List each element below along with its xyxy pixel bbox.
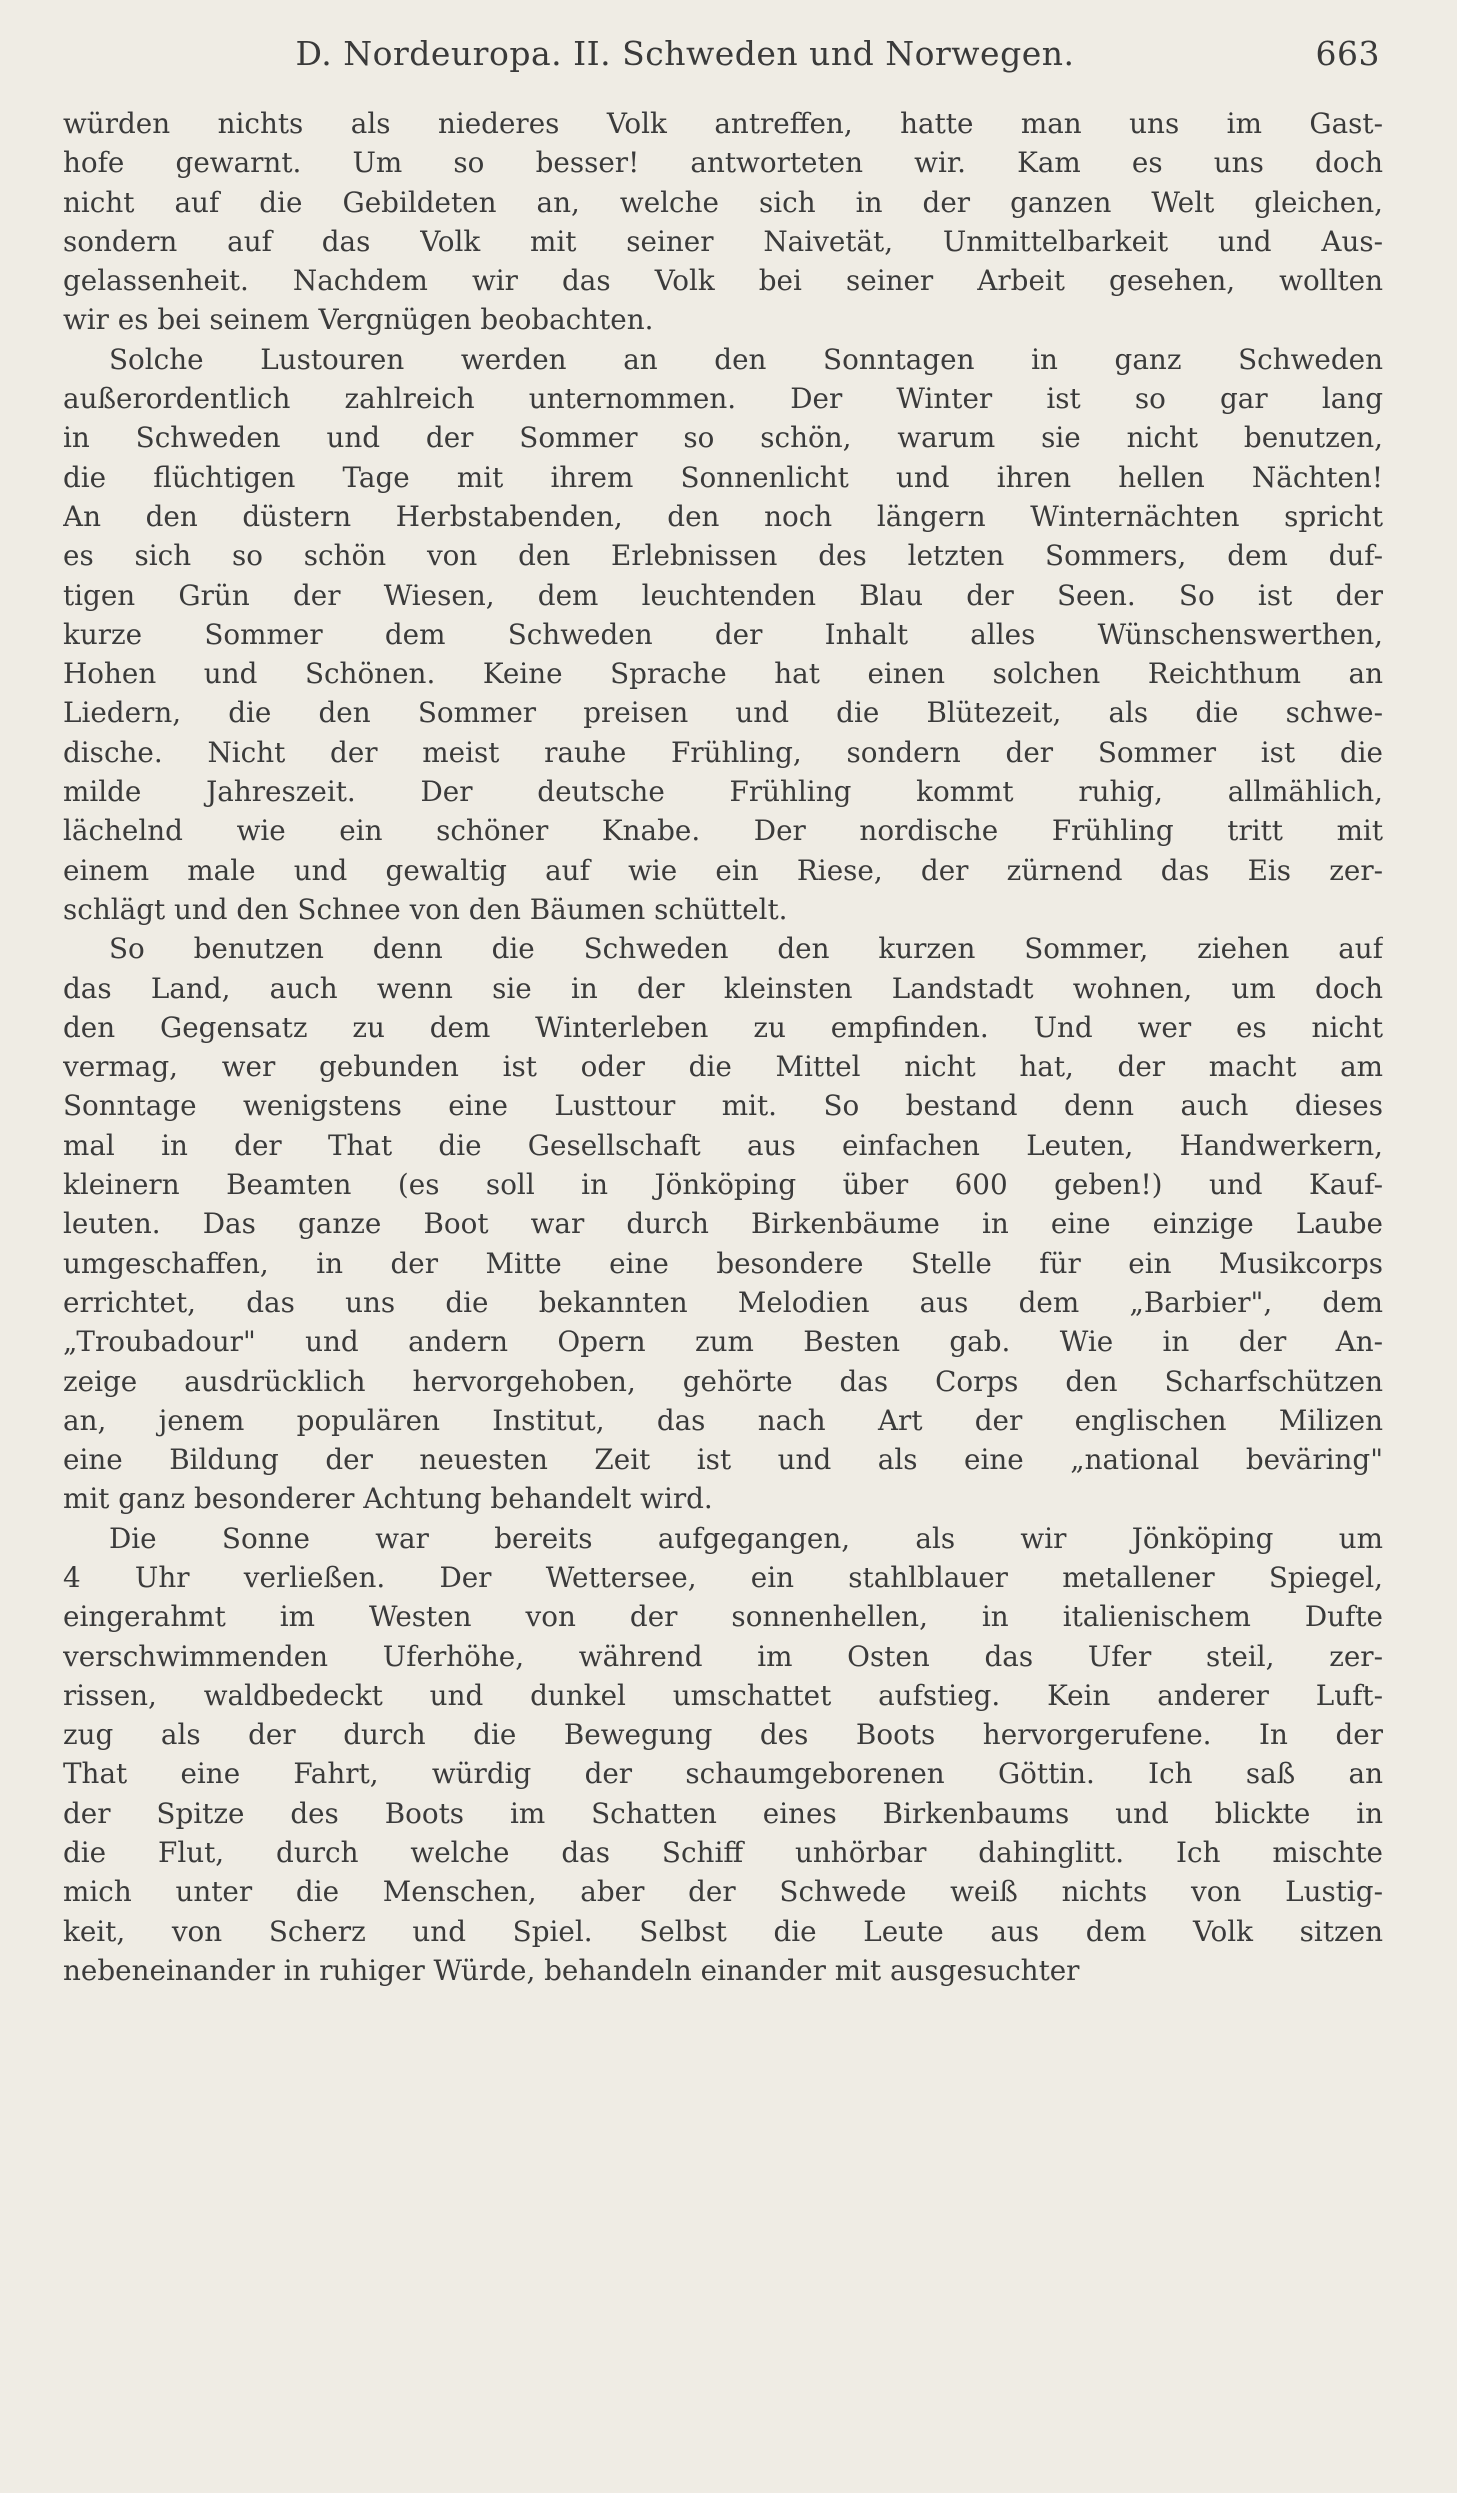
text-line: tigen Grün der Wiesen, dem leuchtenden Blau der Seen. So ist der xyxy=(63,578,1383,612)
text-line: zeige ausdrücklich hervorgehoben, gehörte das Corps den Scharfschützen xyxy=(63,1364,1383,1398)
text-line: kurze Sommer dem Schweden der Inhalt alles Wünschenswerthen, xyxy=(63,617,1383,651)
text-line: verschwimmenden Uferhöhe, während im Osten das Ufer steil, zer- xyxy=(63,1639,1383,1673)
text-line: eine Bildung der neuesten Zeit ist und als eine „national beväring" xyxy=(63,1443,1383,1477)
text-line: gelassenheit. Nachdem wir das Volk bei seiner Arbeit gesehen, wollten xyxy=(63,264,1383,298)
text-line: zug als der durch die Bewegung des Boots hervorgerufene. In der xyxy=(63,1718,1383,1752)
text-line: sondern auf das Volk mit seiner Naivetät, Unmittelbarkeit und Aus- xyxy=(63,224,1383,258)
text-line: Liedern, die den Sommer preisen und die Blütezeit, als die schwe- xyxy=(63,696,1383,730)
text-line: der Spitze des Boots im Schatten eines Birkenbaums und blickte in xyxy=(63,1796,1383,1830)
text-line: Solche Lustouren werden an den Sonntagen in ganz Schweden xyxy=(109,342,1383,376)
text-line: An den düstern Herbstabenden, den noch längern Winternächten spricht xyxy=(63,499,1383,533)
text-line: errichtet, das uns die bekannten Melodien aus dem „Barbier", dem xyxy=(63,1285,1383,1319)
text-line: würden nichts als niederes Volk antreffen, hatte man uns im Gast- xyxy=(63,107,1383,140)
text-line: die Flut, durch welche das Schiff unhörbar dahinglitt. Ich mischte xyxy=(63,1836,1383,1870)
text-line: an, jenem populären Institut, das nach Art der englischen Milizen xyxy=(63,1403,1383,1437)
text-line: Sonntage wenigstens eine Lusttour mit. So bestand denn auch dieses xyxy=(63,1089,1383,1123)
running-title: D. Nordeuropa. II. Schweden und Norwegen. xyxy=(295,34,1075,73)
text-line: wir es bei seinem Vergnügen beobachten. xyxy=(63,303,654,337)
body-text xyxy=(63,104,1383,1990)
text-line: So benutzen denn die Schweden den kurzen Sommer, ziehen auf xyxy=(109,932,1383,966)
text-line: Hohen und Schönen. Keine Sprache hat einen solchen Reichthum an xyxy=(63,657,1383,691)
text-line: 4 Uhr verließen. Der Wettersee, ein stahlblauer metallener Spiegel, xyxy=(63,1560,1383,1594)
text-line: mich unter die Menschen, aber der Schwede weiß nichts von Lustig- xyxy=(63,1875,1383,1909)
text-line: That eine Fahrt, würdig der schaumgeborenen Göttin. Ich saß an xyxy=(63,1757,1383,1791)
text-line: einem male und gewaltig auf wie ein Riese, der zürnend das Eis zer- xyxy=(63,853,1383,887)
text-line: eingerahmt im Westen von der sonnenhellen, in italienischem Dufte xyxy=(63,1600,1383,1634)
page-number: 663 xyxy=(1315,34,1380,73)
text-line: nicht auf die Gebildeten an, welche sich in der ganzen Welt gleichen, xyxy=(63,185,1383,219)
text-line: mit ganz besonderer Achtung behandelt wird. xyxy=(63,1482,713,1516)
text-line: leuten. Das ganze Boot war durch Birkenbäume in eine einzige Laube xyxy=(63,1207,1383,1241)
text-line: rissen, waldbedeckt und dunkel umschattet aufstieg. Kein anderer Luft- xyxy=(63,1678,1383,1712)
text-line: mal in der That die Gesellschaft aus einfachen Leuten, Handwerkern, xyxy=(63,1128,1383,1162)
paragraph xyxy=(63,1519,1383,1991)
text-line: lächelnd wie ein schöner Knabe. Der nordische Frühling tritt mit xyxy=(63,814,1383,848)
text-line: das Land, auch wenn sie in der kleinsten Landstadt wohnen, um doch xyxy=(63,971,1383,1005)
text-line: kleinern Beamten (es soll in Jönköping über 600 geben!) und Kauf- xyxy=(63,1168,1383,1202)
text-line: hofe gewarnt. Um so besser! antworteten wir. Kam es uns doch xyxy=(63,146,1383,180)
text-line: die flüchtigen Tage mit ihrem Sonnenlicht und ihren hellen Nächten! xyxy=(63,460,1383,494)
text-line: milde Jahreszeit. Der deutsche Frühling kommt ruhig, allmählich, xyxy=(63,775,1383,809)
paragraph xyxy=(63,104,1383,340)
text-line: nebeneinander in ruhiger Würde, behandeln einander mit ausgesuchter xyxy=(63,1953,1080,1987)
text-line: umgeschaffen, in der Mitte eine besondere Stelle für ein Musikcorps xyxy=(63,1246,1383,1280)
text-line: dische. Nicht der meist rauhe Frühling, sondern der Sommer ist die xyxy=(63,735,1383,769)
text-line: außerordentlich zahlreich unternommen. Der Winter ist so gar lang xyxy=(63,382,1383,416)
text-line: vermag, wer gebunden ist oder die Mittel nicht hat, der macht am xyxy=(63,1050,1383,1084)
text-line: Die Sonne war bereits aufgegangen, als wir Jönköping um xyxy=(109,1521,1383,1555)
text-line: den Gegensatz zu dem Winterleben zu empfinden. Und wer es nicht xyxy=(63,1010,1383,1044)
text-line: „Troubadour" und andern Opern zum Besten gab. Wie in der An- xyxy=(63,1325,1383,1359)
text-line: in Schweden und der Sommer so schön, warum sie nicht benutzen, xyxy=(63,421,1383,455)
text-line: es sich so schön von den Erlebnissen des letzten Sommers, dem duf- xyxy=(63,539,1383,573)
paragraph xyxy=(63,340,1383,929)
text-line: schlägt und den Schnee von den Bäumen schüttelt. xyxy=(63,892,788,926)
text-line: keit, von Scherz und Spiel. Selbst die Leute aus dem Volk sitzen xyxy=(63,1914,1383,1948)
page-header xyxy=(70,34,1380,94)
paragraph xyxy=(63,929,1383,1518)
